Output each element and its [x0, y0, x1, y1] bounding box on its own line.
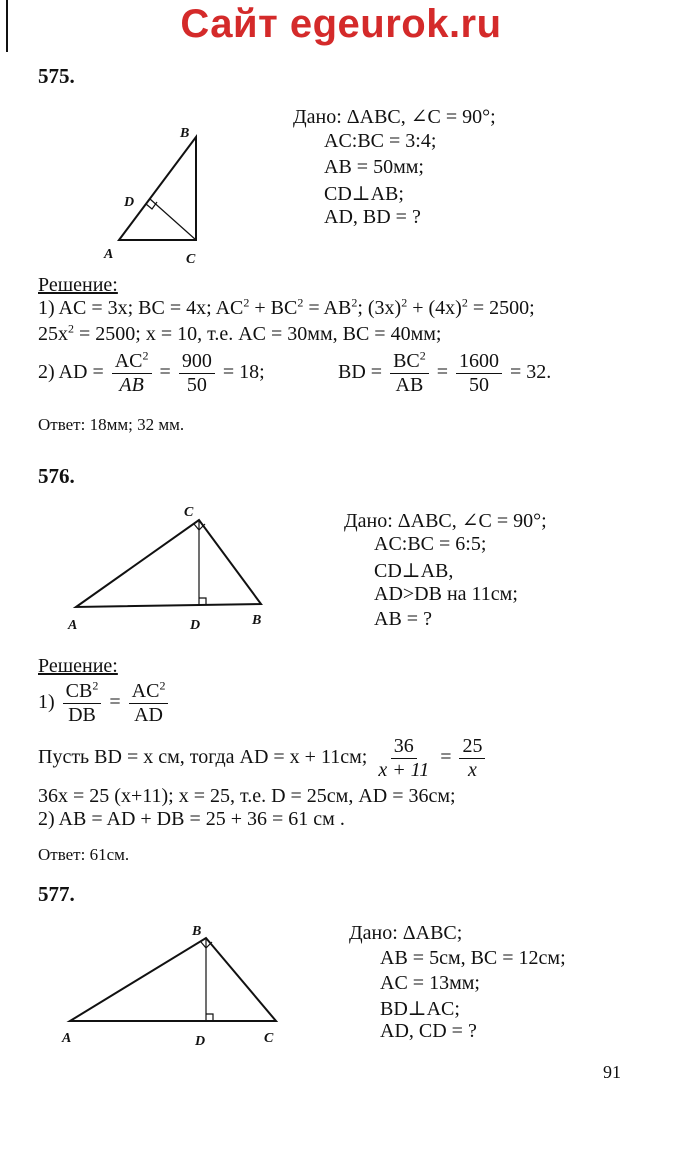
triangle-576-shape	[76, 520, 261, 607]
problem-575-number: 575.	[38, 64, 75, 88]
label-575-A: A	[104, 247, 114, 262]
triangle-575-diagram	[100, 118, 240, 278]
answer-575: Ответ: 18мм; 32 мм.	[38, 415, 185, 434]
given-576-line-5: AB = ?	[374, 608, 432, 630]
triangle-575-shape	[119, 137, 196, 240]
fraction-1600-50: $\frac{1600}{50}$	[456, 350, 502, 397]
label-575-B: B	[180, 126, 190, 141]
fraction-36-x11: $\frac{36}{x + 11}$	[378, 735, 430, 781]
problem-576-number: 576.	[38, 464, 75, 488]
fraction-900-50: $\frac{900}{50}$	[179, 350, 215, 397]
given-575-line-2: AC:BC = 3:4;	[324, 130, 437, 152]
label-575-D: D	[124, 195, 135, 210]
solution-576-line-1: 1) $\frac{CB^2}{DB}$ = $\frac{AC^2}{AD}$	[38, 680, 171, 727]
label-576-C: C	[184, 505, 194, 520]
solution-576-line-2: Пусть BD = x см, тогда AD = x + 11см; $\frac{36}{x + 11}$ = $\frac{25}{x}$	[38, 735, 488, 782]
solution-575-title: Решение:	[38, 274, 118, 296]
given-576-line-2: AC:BC = 6:5;	[374, 533, 487, 555]
label-576-A: A	[68, 618, 78, 633]
solution-576-line-3: 36x = 25 (x+11); x = 25, т.е. D = 25см, AD = 36см;	[38, 785, 456, 807]
label-577-A: A	[62, 1031, 72, 1046]
fraction-ac2-ad: $\frac{AC^2}{AD}$	[129, 680, 169, 727]
given-577-line-3: AC = 13мм;	[380, 972, 480, 994]
triangle-577-shape	[70, 938, 276, 1021]
given-577-line-1: Дано: ΔABC;	[349, 922, 463, 944]
given-575-line-4: CD⊥AB;	[324, 183, 404, 205]
fraction-ac2-ab: $\frac{AC^2}{AB}$	[112, 350, 152, 397]
label-575-C: C	[186, 252, 196, 267]
given-577-line-5: AD, CD = ?	[380, 1020, 477, 1042]
label-576-D: D	[190, 618, 201, 633]
given-576-line-1: Дано: ΔABC, ∠C = 90°;	[344, 510, 547, 532]
solution-575-line-1: 1) AC = 3x; BC = 4x; $AC^2 + BC^2 = AB^2$; $(3x)^2 + (4x)^2 = 2500$;	[38, 295, 535, 319]
fraction-cb2-db: $\frac{CB^2}{DB}$	[63, 680, 102, 727]
problem-577-number: 577.	[38, 882, 75, 906]
given-577-line-2: AB = 5см, BC = 12см;	[380, 947, 566, 969]
page-number: 91	[603, 1062, 621, 1082]
solution-576-title: Решение:	[38, 655, 118, 677]
given-575-line-3: AB = 50мм;	[324, 156, 424, 178]
given-576-line-4: AD>DB на 11см;	[374, 583, 518, 605]
fraction-bc2-ab: $\frac{BC^2}{AB}$	[390, 350, 429, 397]
given-575-line-5: AD, BD = ?	[324, 206, 421, 228]
solution-576-line-4: 2) AB = AD + DB = 25 + 36 = 61 см .	[38, 808, 345, 830]
label-577-C: C	[264, 1031, 274, 1046]
given-576-line-3: CD⊥AB,	[374, 560, 454, 582]
given-577-line-4: BD⊥AC;	[380, 998, 460, 1020]
given-575-line-1: Дано: ΔABC, ∠C = 90°;	[293, 106, 496, 128]
altitude-575-cd	[150, 199, 196, 240]
answer-576: Ответ: 61см.	[38, 845, 130, 864]
site-header: Сайт egeurok.ru	[180, 2, 502, 46]
solution-575-line-2: $25x^2 = 2500$; x = 10, т.е. AC = 30мм, BC = 40мм;	[38, 321, 442, 345]
triangle-576-diagram	[62, 500, 282, 635]
fraction-25-x: $\frac{25}{x}$	[459, 735, 485, 782]
triangle-577-diagram	[56, 918, 288, 1058]
right-angle-577-foot	[206, 1014, 213, 1021]
label-577-D: D	[195, 1034, 206, 1049]
solution-575-line-3: 2) AD = $\frac{AC^2}{AB}$ = $\frac{900}{50}$ = 18;	[38, 348, 265, 396]
label-577-B: B	[192, 924, 202, 939]
solution-575-line-3b: BD = $\frac{BC^2}{AB}$ = $\frac{1600}{50}$ = 32.	[338, 348, 552, 396]
label-576-B: B	[252, 613, 262, 628]
